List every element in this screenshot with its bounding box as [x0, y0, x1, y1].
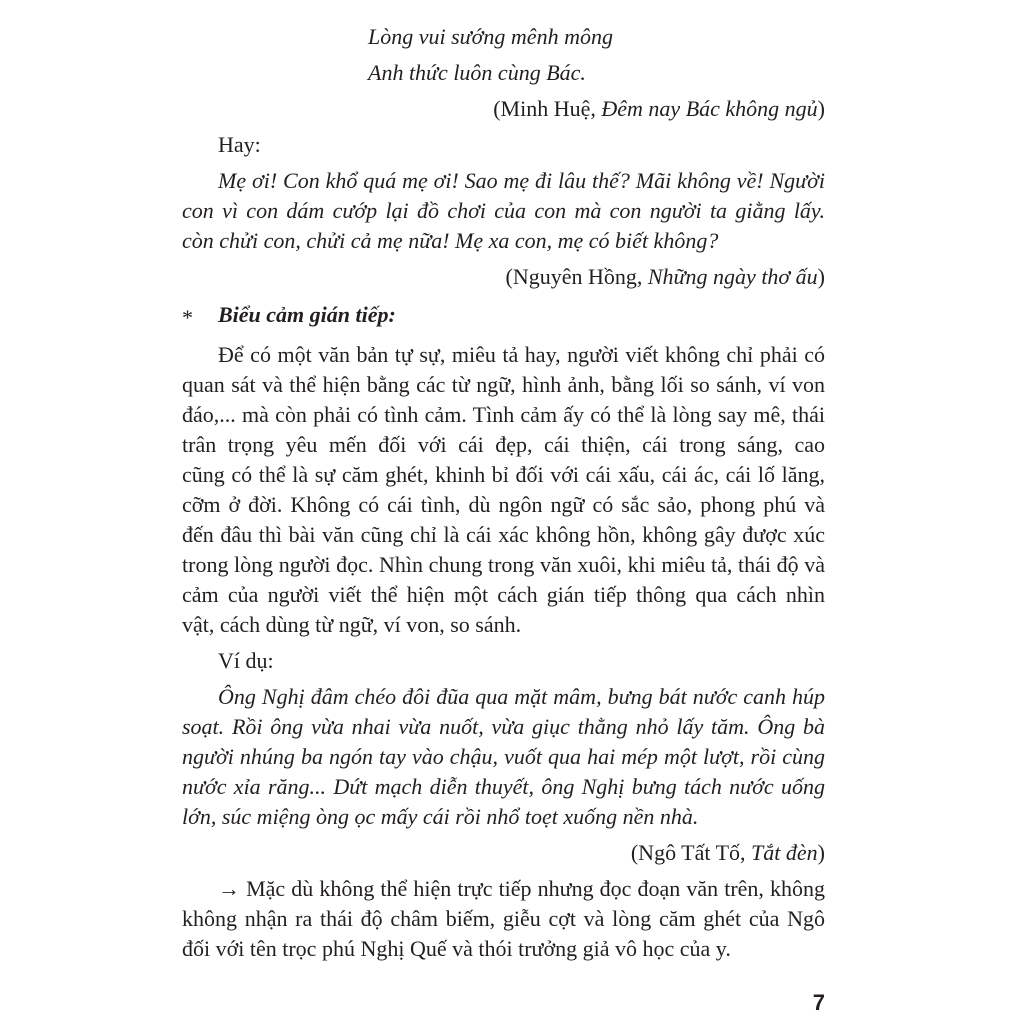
citation-nguyen-hong: (Nguyên Hồng, Những ngày thơ ấu) [505, 264, 825, 289]
quote-2-line: Ông Nghị đâm chéo đôi đũa qua mặt mâm, bưng bát nước canh húp [218, 684, 825, 709]
body-line: trong lòng người đọc. Nhìn chung trong văn xuôi, khi miêu tả, thái độ và [182, 552, 825, 577]
body-line: đáo,... mà còn phải có tình cảm. Tình cảm ấy có thể là lòng say mê, thái [182, 402, 825, 427]
body-line: Để có một văn bản tự sự, miêu tả hay, người viết không chỉ phải có [218, 342, 825, 367]
citation-ngo-tat-to: (Ngô Tất Tố, Tắt đèn) [630, 840, 825, 865]
quote-2-line: nước xỉa răng... Dứt mạch diễn thuyết, ông Nghị bưng tách nước uống [182, 774, 825, 799]
citation-minh-hue: (Minh Huệ, Đêm nay Bác không ngủ) [493, 96, 825, 121]
poem-line-1: Lòng vui sướng mênh mông [368, 24, 613, 49]
quote-2-line: lớn, súc miệng òng ọc mấy cái rồi nhổ toẹt xuống nền nhà. [182, 804, 699, 829]
quote-1-line: còn chửi con, chửi cả mẹ nữa! Mẹ xa con, mẹ có biết không? [182, 228, 719, 253]
section-bullet: * [182, 305, 193, 330]
conclusion-line: không nhận ra thái độ châm biếm, giễu cợt và lòng căm ghét của Ngô [182, 906, 825, 931]
section-heading: Biểu cảm gián tiếp: [218, 302, 396, 327]
label-hay: Hay: [218, 132, 261, 157]
body-line: cảm của người viết thể hiện một cách gián tiếp thông qua cách nhìn [182, 582, 825, 607]
body-line: trân trọng yêu mến đối với cái đẹp, cái thiện, cái trong sáng, cao [182, 432, 825, 457]
conclusion-line: → Mặc dù không thể hiện trực tiếp nhưng đọc đoạn văn trên, không [218, 876, 825, 901]
poem-line-2: Anh thức luôn cùng Bác. [368, 60, 586, 85]
body-line: cũng có thể là sự căm ghét, khinh bỉ đối với cái xấu, cái ác, cái lố lăng, [182, 462, 825, 487]
quote-1-line: Mẹ ơi! Con khổ quá mẹ ơi! Sao mẹ đi lâu thế? Mãi không về! Người [218, 168, 825, 193]
label-example: Ví dụ: [218, 648, 274, 673]
quote-2-line: người nhúng ba ngón tay vào chậu, vuốt qua hai mép một lượt, rồi cùng [182, 744, 825, 769]
body-line: cỡm ở đời. Không có cái tình, dù ngôn ngữ có sắc sảo, phong phú và [182, 492, 825, 517]
body-line: vật, cách dùng từ ngữ, ví von, so sánh. [182, 612, 522, 637]
quote-1-line: con vì con dám cướp lại đồ chơi của con mà con người ta giằng lấy. [182, 198, 825, 223]
body-line: quan sát và thể hiện bằng các từ ngữ, hình ảnh, bằng lối so sánh, ví von [182, 372, 825, 397]
page-number: 7 [812, 990, 825, 1015]
body-line: đến đâu thì bài văn cũng chỉ là cái xác không hồn, không gây được xúc [182, 522, 825, 547]
quote-2-line: soạt. Rồi ông vừa nhai vừa nuốt, vừa giục thằng nhỏ lấy tăm. Ông bà [182, 714, 825, 739]
conclusion-line: đối với tên trọc phú Nghị Quế và thói trưởng giả vô học của y. [182, 936, 731, 961]
